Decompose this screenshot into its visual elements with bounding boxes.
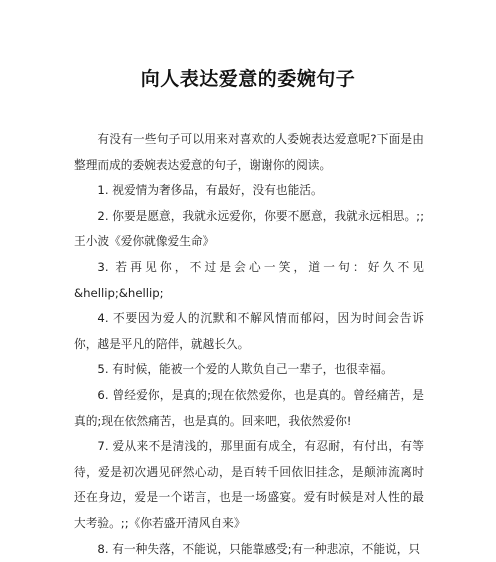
sentence-item-7: 7. 爱从来不是清浅的，那里面有成全，有忍耐，有付出，有等待，爱是初次遇见砰然心动，是百转千回依旧挂念，是颠沛流离时还在身边，爱是一个诺言，也是一场盛宴。爱有时候是对人性的最大考验。;;《你若盛开清风自来》 xyxy=(74,434,424,536)
sentence-item-4: 4. 不要因为爱人的沉默和不解风情而郁闷，因为时间会告诉你，越是平凡的陪伴，就越长久。 xyxy=(74,306,424,357)
sentence-item-5: 5. 有时候，能被一个爱的人欺负自己一辈子，也很幸福。 xyxy=(74,357,424,383)
sentence-item-2: 2. 你要是愿意，我就永远爱你，你要不愿意，我就永远相思。;;王小波《爱你就像爱生命》 xyxy=(74,204,424,255)
page-title: 向人表达爱意的委婉句子 xyxy=(0,66,496,92)
sentence-item-6: 6. 曾经爱你，是真的;现在依然爱你，也是真的。曾经痛苦，是真的;现在依然痛苦，也是真的。回来吧，我依然爱你! xyxy=(74,383,424,434)
document-body xyxy=(74,127,424,562)
sentence-item-3: 3. 若再见你，不过是会心一笑，道一句：好久不见&hellip;&hellip; xyxy=(74,255,424,306)
sentence-item-8: 8. 有一种失落，不能说，只能靠感受;有一种悲凉，不能说，只 xyxy=(74,537,424,562)
sentence-item-1: 1. 视爱情为奢侈品，有最好，没有也能活。 xyxy=(74,178,424,204)
intro-paragraph: 有没有一些句子可以用来对喜欢的人委婉表达爱意呢?下面是由整理而成的委婉表达爱意的句子，谢谢你的阅读。 xyxy=(74,127,424,178)
